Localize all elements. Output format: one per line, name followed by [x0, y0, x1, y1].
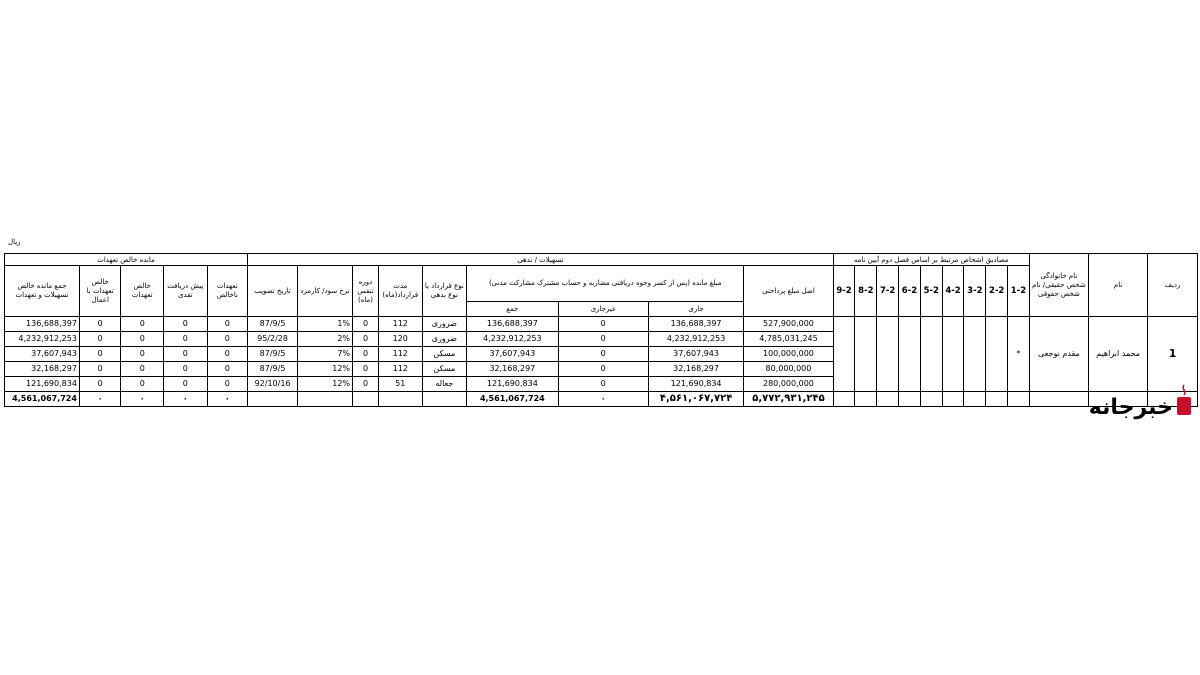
non-current-cell: 0 — [558, 347, 648, 362]
header-approval-date: تاریخ تصویب — [248, 266, 298, 317]
header-total: جمع — [467, 302, 558, 317]
contract-type-cell: جعاله — [422, 377, 467, 392]
non-current-cell: 0 — [558, 377, 648, 392]
total-cell: 136,688,397 — [467, 317, 558, 332]
prepayment-cell: 0 — [164, 362, 208, 377]
grand-total-cell: 121,690,834 — [5, 377, 80, 392]
totals-cell-empty — [855, 392, 877, 407]
approval-date-cell: 92/10/16 — [248, 377, 298, 392]
net-credit-cell: 0 — [79, 347, 121, 362]
net-cell: 0 — [121, 332, 164, 347]
header-net: خالص تعهدات — [121, 266, 164, 317]
total-sum: 4,561,067,724 — [467, 392, 558, 407]
totals-cell-empty — [920, 392, 942, 407]
current-cell: 121,690,834 — [648, 377, 744, 392]
principal-cell: 280,000,000 — [744, 377, 833, 392]
related-flag-cell — [920, 317, 942, 392]
total-non-cash: ۰ — [207, 392, 247, 407]
rate-cell: 2% — [298, 332, 353, 347]
header-grace: دوره تنفس (ماه) — [353, 266, 379, 317]
related-flag-cell — [877, 317, 899, 392]
table-row — [5, 317, 1198, 332]
header-prepayment: پیش دریافت نقدی — [164, 266, 208, 317]
non-cash-cell: 0 — [207, 377, 247, 392]
coffee-cup-icon — [1175, 383, 1193, 417]
prepayment-cell: 0 — [164, 317, 208, 332]
totals-cell-empty — [877, 392, 899, 407]
current-cell: 32,168,297 — [648, 362, 744, 377]
header-facilities: تسهیلات / بدهی — [248, 254, 834, 266]
net-cell: 0 — [121, 347, 164, 362]
totals-cell-empty — [353, 392, 379, 407]
duration-cell: 112 — [378, 317, 422, 332]
related-flag-cell — [986, 317, 1008, 392]
header-related-7-2: 7-2 — [877, 266, 899, 317]
grace-cell: 0 — [353, 347, 379, 362]
prepayment-cell: 0 — [164, 377, 208, 392]
header-non-current: غیرجاری — [558, 302, 648, 317]
duration-cell: 112 — [378, 347, 422, 362]
total-current: ۴,۵۶۱,۰۶۷,۷۲۴ — [648, 392, 744, 407]
totals-cell-empty — [942, 392, 964, 407]
header-row-columns — [5, 266, 1198, 302]
net-credit-cell: 0 — [79, 362, 121, 377]
rate-cell: 1% — [298, 317, 353, 332]
header-related-5-2: 5-2 — [920, 266, 942, 317]
principal-cell: 527,900,000 — [744, 317, 833, 332]
non-current-cell: 0 — [558, 317, 648, 332]
total-cell: 32,168,297 — [467, 362, 558, 377]
non-current-cell: 0 — [558, 332, 648, 347]
contract-type-cell: مسکن — [422, 362, 467, 377]
principal-cell: 80,000,000 — [744, 362, 833, 377]
total-net-credit: ۰ — [79, 392, 121, 407]
grace-cell: 0 — [353, 362, 379, 377]
duration-cell: 120 — [378, 332, 422, 347]
header-duration: مدت قرارداد(ماه) — [378, 266, 422, 317]
net-cell: 0 — [121, 317, 164, 332]
principal-cell: 4,785,031,245 — [744, 332, 833, 347]
duration-cell: 112 — [378, 362, 422, 377]
approval-date-cell: 87/9/5 — [248, 317, 298, 332]
totals-cell-empty — [1029, 392, 1088, 407]
approval-date-cell: 95/2/28 — [248, 332, 298, 347]
net-cell: 0 — [121, 362, 164, 377]
contract-type-cell: مسکن — [422, 347, 467, 362]
header-contract-type: نوع قرارداد یا نوع بدهی — [422, 266, 467, 317]
total-cell: 4,232,912,253 — [467, 332, 558, 347]
totals-cell-empty — [964, 392, 986, 407]
header-row-number: ردیف — [1148, 254, 1198, 317]
header-related-6-2: 6-2 — [899, 266, 921, 317]
related-flag-cell — [942, 317, 964, 392]
related-flag-cell: * — [1008, 317, 1030, 392]
total-prepayment: ۰ — [164, 392, 208, 407]
person-name-cell: محمد ابراهیم — [1089, 317, 1148, 392]
total-non-current: ۰ — [558, 392, 648, 407]
related-flag-cell — [833, 317, 855, 392]
prepayment-cell: 0 — [164, 347, 208, 362]
contract-type-cell: ضروری — [422, 332, 467, 347]
total-principal: ۵,۷۷۲,۹۳۱,۲۴۵ — [744, 392, 833, 407]
header-family: نام خانوادگی شخص حقیقی/ نام شخص حقوقی — [1029, 254, 1088, 317]
prepayment-cell: 0 — [164, 332, 208, 347]
non-current-cell: 0 — [558, 362, 648, 377]
header-net-with-credit: خالص تعهدات با اعمال — [79, 266, 121, 317]
duration-cell: 51 — [378, 377, 422, 392]
current-cell: 37,607,943 — [648, 347, 744, 362]
non-cash-cell: 0 — [207, 362, 247, 377]
approval-date-cell: 87/9/5 — [248, 362, 298, 377]
totals-cell-empty — [1008, 392, 1030, 407]
grand-total-cell: 4,232,912,253 — [5, 332, 80, 347]
grand-total-cell: 136,688,397 — [5, 317, 80, 332]
approval-date-cell: 87/9/5 — [248, 347, 298, 362]
current-cell: 136,688,397 — [648, 317, 744, 332]
totals-cell-empty — [298, 392, 353, 407]
header-related-8-2: 8-2 — [855, 266, 877, 317]
related-flag-cell — [899, 317, 921, 392]
grace-cell: 0 — [353, 332, 379, 347]
totals-cell-empty — [833, 392, 855, 407]
total-net: ۰ — [121, 392, 164, 407]
brand-name: خبرجانه — [1088, 395, 1173, 420]
header-related-2-2: 2-2 — [986, 266, 1008, 317]
grand-total-cell: 37,607,943 — [5, 347, 80, 362]
principal-cell: 100,000,000 — [744, 347, 833, 362]
header-remaining: مبلغ مانده (پس از کسر وجوه دریافتی مضاربه و حساب مشترک مشارکت مدنی) — [467, 266, 744, 302]
non-cash-cell: 0 — [207, 332, 247, 347]
totals-cell-empty — [422, 392, 467, 407]
totals-cell-empty — [248, 392, 298, 407]
current-cell: 4,232,912,253 — [648, 332, 744, 347]
currency-unit-label: ریال — [8, 238, 21, 246]
header-current: جاری — [648, 302, 744, 317]
header-related-9-2: 9-2 — [833, 266, 855, 317]
related-flag-cell — [964, 317, 986, 392]
grace-cell: 0 — [353, 377, 379, 392]
totals-cell-empty — [378, 392, 422, 407]
header-principal: اصل مبلغ پرداختی — [744, 266, 833, 317]
rate-cell: 12% — [298, 362, 353, 377]
header-row-groups — [5, 254, 1198, 266]
header-grand-total: جمع مانده خالص تسهیلات و تعهدات — [5, 266, 80, 317]
header-name: نام — [1089, 254, 1148, 317]
totals-cell-empty — [899, 392, 921, 407]
total-grand: 4,561,067,724 — [5, 392, 80, 407]
header-related-4-2: 4-2 — [942, 266, 964, 317]
net-credit-cell: 0 — [79, 317, 121, 332]
header-related-3-2: 3-2 — [964, 266, 986, 317]
related-flag-cell — [855, 317, 877, 392]
net-credit-cell: 0 — [79, 332, 121, 347]
rate-cell: 7% — [298, 347, 353, 362]
totals-cell-empty — [986, 392, 1008, 407]
net-credit-cell: 0 — [79, 377, 121, 392]
header-related-1-2: 1-2 — [1008, 266, 1030, 317]
header-related-persons: مصادیق اشخاص مرتبط بر اساس فصل دوم آیین نامه — [833, 254, 1029, 266]
total-cell: 37,607,943 — [467, 347, 558, 362]
total-cell: 121,690,834 — [467, 377, 558, 392]
totals-row — [5, 392, 1198, 407]
facilities-table — [4, 253, 1198, 407]
rate-cell: 12% — [298, 377, 353, 392]
header-rate: نرخ سود/ کارمزد — [298, 266, 353, 317]
non-cash-cell: 0 — [207, 317, 247, 332]
grace-cell: 0 — [353, 317, 379, 332]
non-cash-cell: 0 — [207, 347, 247, 362]
row-number-cell: 1 — [1148, 317, 1198, 392]
header-non-cash: تعهدات ناخالص — [207, 266, 247, 317]
grand-total-cell: 32,168,297 — [5, 362, 80, 377]
person-family-cell: مقدم نوجعی — [1029, 317, 1088, 392]
net-cell: 0 — [121, 377, 164, 392]
header-net-obligations: مانده خالص تعهدات — [5, 254, 248, 266]
brand-logo — [1088, 379, 1195, 429]
contract-type-cell: ضروری — [422, 317, 467, 332]
